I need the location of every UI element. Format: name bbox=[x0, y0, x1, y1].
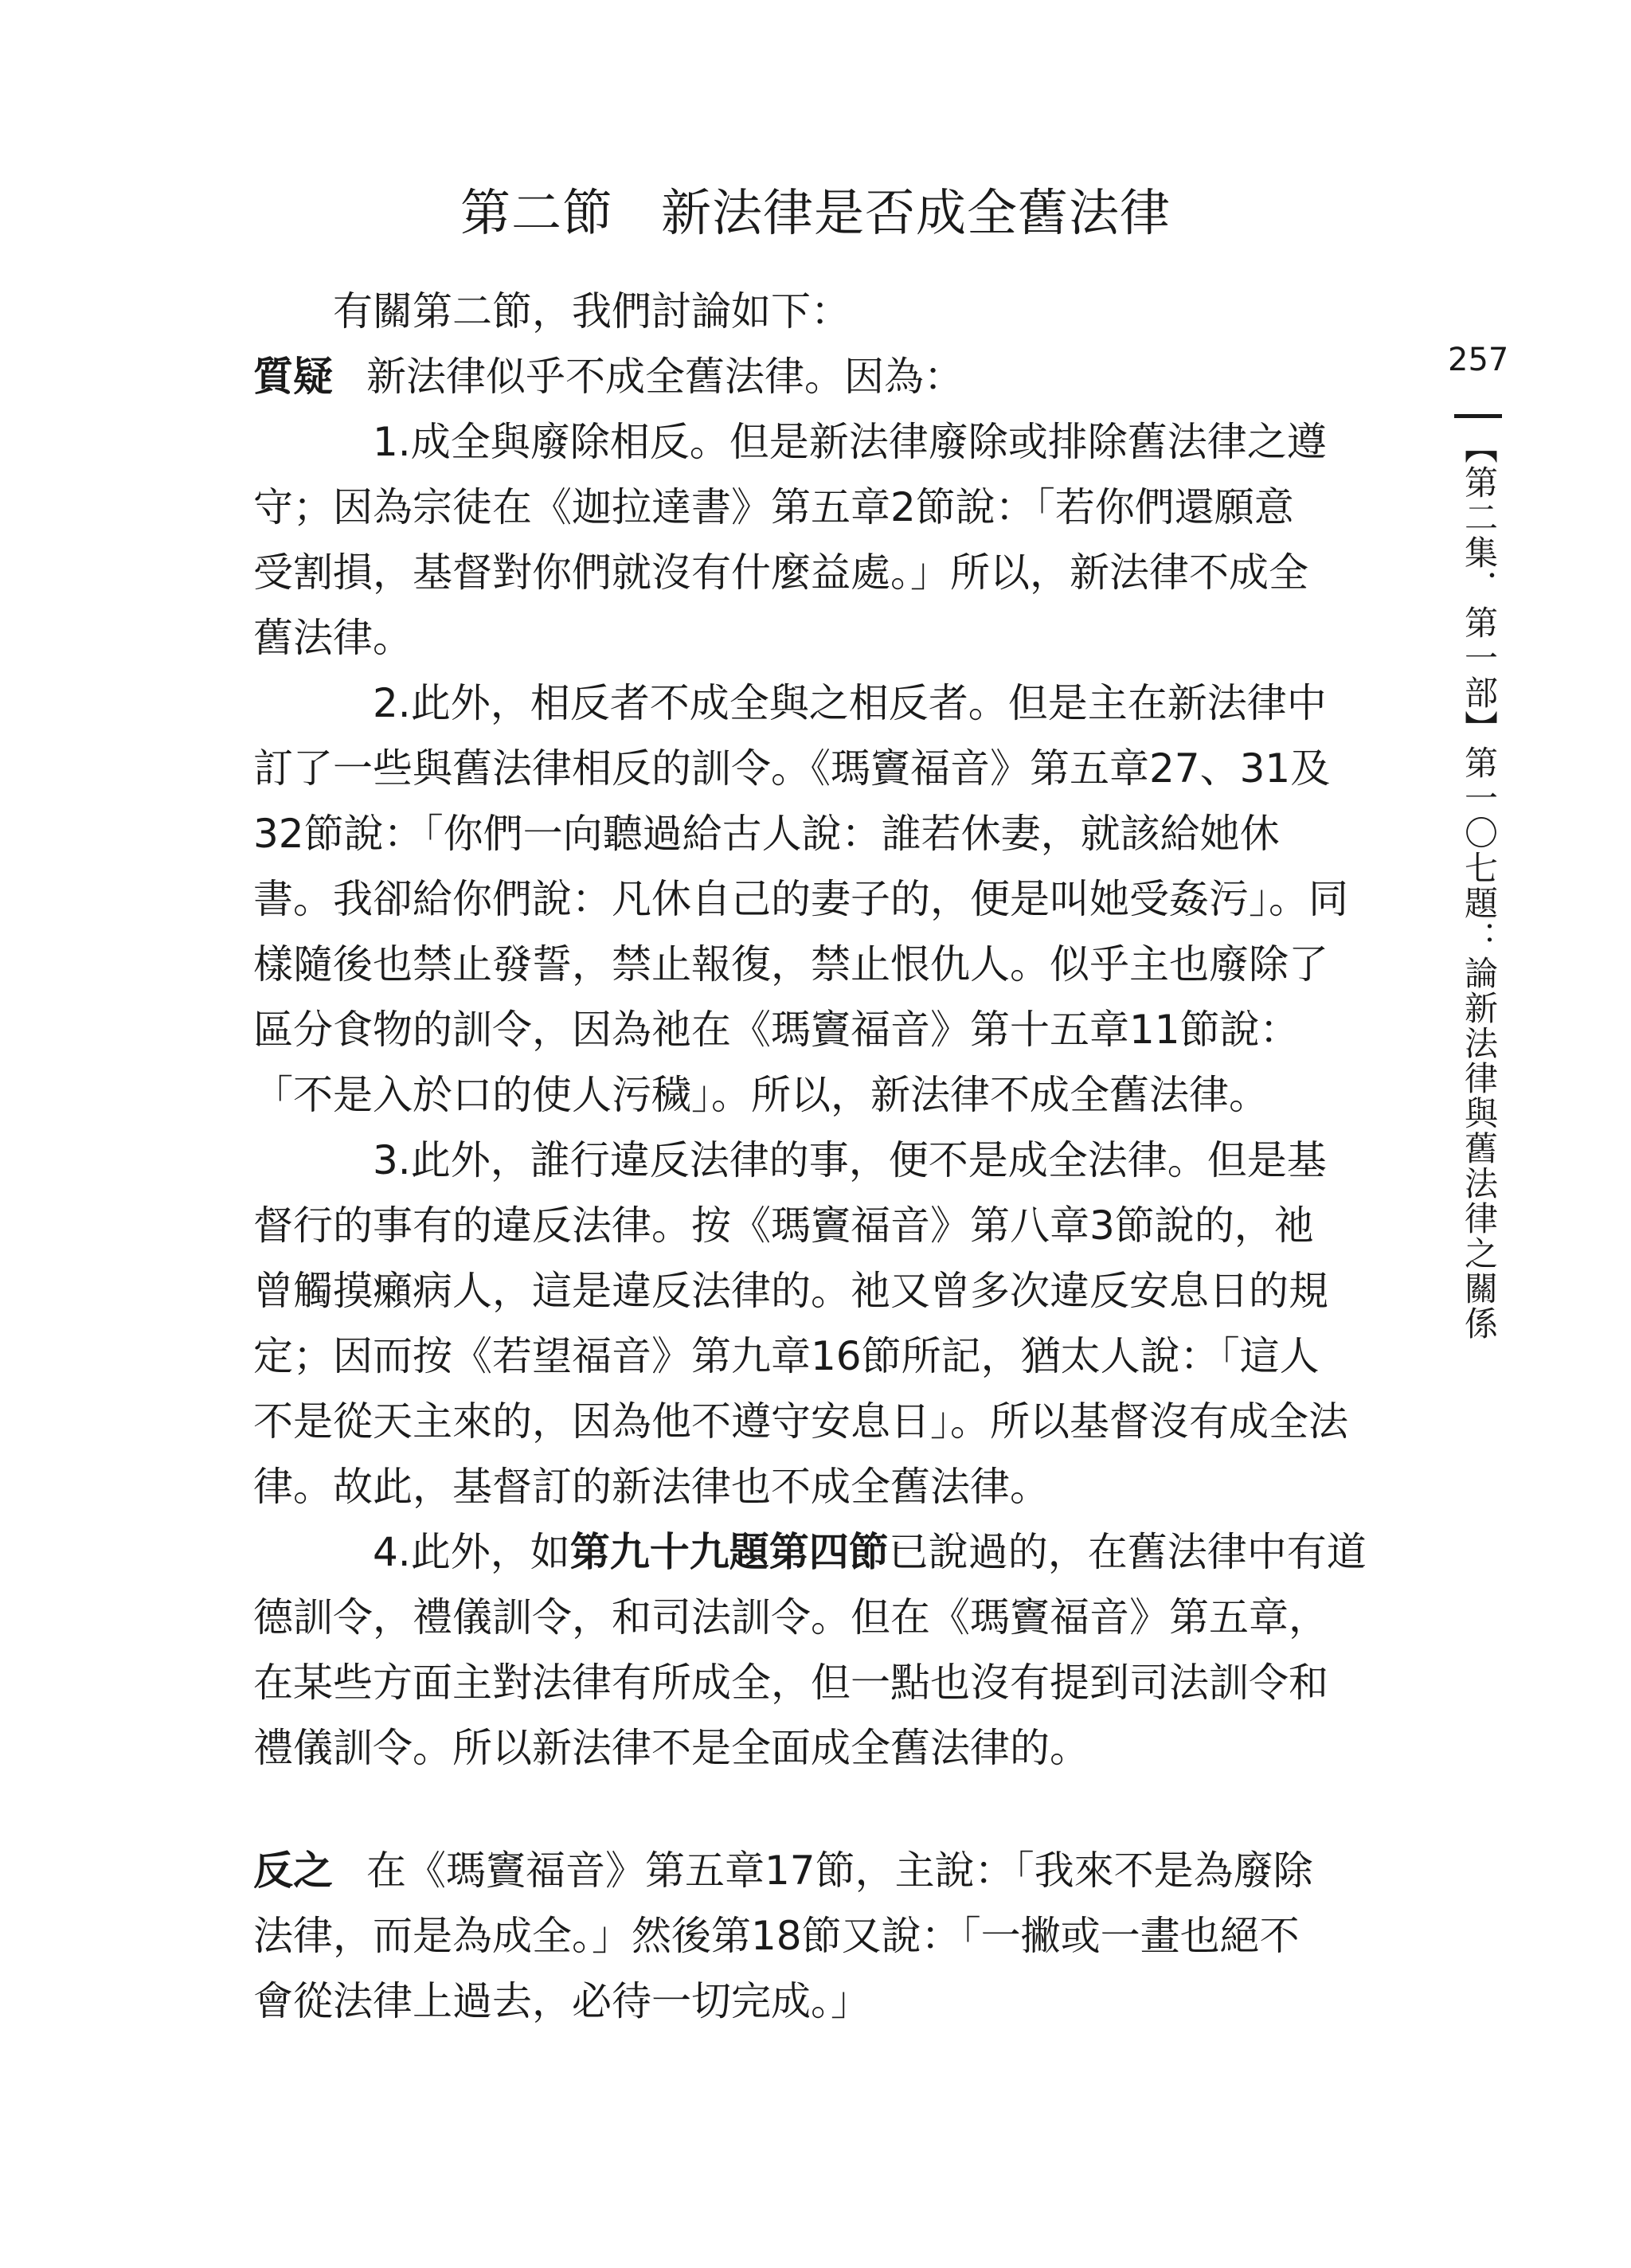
objection-2-line-6: 區分食物的訓令，因為祂在《瑪竇福音》第十五章11節說： bbox=[253, 1007, 1300, 1053]
text-run: 4.此外，如 bbox=[373, 1529, 570, 1575]
text-run: 「 bbox=[253, 1072, 293, 1118]
quotation: 我來不是為廢除 bbox=[1034, 1848, 1313, 1894]
objection-4-line-4: 禮儀訓令。所以新法律不是全面成全舊法律的。 bbox=[253, 1725, 1089, 1771]
quotation: 會從法律上過去，必待一切完成。 bbox=[253, 1978, 831, 2024]
objection-lead: 新法律似乎不成全舊法律。因為： bbox=[366, 354, 964, 400]
objection-3-line-3: 曾觸摸癩病人，這是違反法律的。祂又曾多次違反安息日的規 bbox=[253, 1268, 1328, 1314]
section-title bbox=[0, 184, 1631, 242]
quotation: 一撇或一畫也絕不 bbox=[980, 1913, 1300, 1959]
text-run: 定；因而按《若望福音》第九章16節所記，猶太人說：「 bbox=[253, 1333, 1240, 1379]
quotation: 這人 bbox=[1239, 1333, 1320, 1379]
objection-1-line-2 bbox=[253, 475, 1400, 540]
quotation: 若你們還願意 bbox=[1054, 484, 1294, 530]
running-head: 【第二集．第一部】第一〇七題：論新法律與舊法律之關係 bbox=[1460, 430, 1499, 1341]
objection-3-line-5 bbox=[253, 1389, 1400, 1454]
text-run: 」。所以基督沒有成全法 bbox=[930, 1398, 1348, 1445]
text-run: 32節說：「 bbox=[253, 811, 444, 857]
text-run: 」。所以，新法律不成全舊法律。 bbox=[691, 1072, 1269, 1118]
text-run: 」然後第18節又說：「 bbox=[592, 1913, 981, 1959]
page-number: 257 bbox=[1448, 342, 1509, 378]
objection-4-line-3: 在某些方面主對法律有所成全，但一點也沒有提到司法訓令和 bbox=[253, 1660, 1328, 1706]
objection-4-line-2: 德訓令，禮儀訓令，和司法訓令。但在《瑪竇福音》第五章， bbox=[253, 1594, 1328, 1640]
sed-contra-line-2 bbox=[253, 1903, 1400, 1969]
paragraph-spacer bbox=[253, 1781, 1400, 1838]
objection-line bbox=[253, 344, 1400, 409]
text-run: 」。同 bbox=[1249, 876, 1348, 922]
objection-4-line-1 bbox=[253, 1519, 1400, 1585]
cross-reference: 第九十九題第四節 bbox=[569, 1529, 889, 1575]
objection-1-line-1: 1.成全與廢除相反。但是新法律廢除或排除舊法律之遵 bbox=[373, 419, 1327, 465]
text-run: 」 bbox=[831, 1978, 870, 2024]
objection-1-line-4: 舊法律。 bbox=[253, 615, 413, 661]
quotation: 書。我卻給你們說：凡休自己的妻子的，便是叫她受姦污 bbox=[253, 876, 1249, 922]
quotation: 你們一向聽過給古人說：誰若休妻，就該給她休 bbox=[443, 811, 1280, 857]
objection-2-line-3 bbox=[253, 801, 1400, 866]
objection-2-line-4 bbox=[253, 866, 1400, 932]
section-number: 第二節 bbox=[460, 184, 613, 242]
text-run: 守；因為宗徒在《迦拉達書》第五章2節說：「 bbox=[253, 484, 1055, 530]
objection-3-line-6: 律。故此，基督訂的新法律也不成全舊法律。 bbox=[253, 1464, 1050, 1510]
section-heading: 新法律是否成全舊法律 bbox=[661, 184, 1171, 242]
sed-contra-line-1 bbox=[253, 1838, 1400, 1903]
objection-2-line-7 bbox=[253, 1062, 1400, 1128]
intro-line: 有關第二節，我們討論如下： bbox=[333, 288, 851, 334]
quotation: 不是從天主來的，因為他不遵守安息日 bbox=[253, 1398, 930, 1445]
sed-contra-line-3 bbox=[253, 1969, 1400, 2034]
text-run: 在《瑪竇福音》第五章17節，主說：「 bbox=[366, 1848, 1035, 1894]
objection-3-line-1: 3.此外，誰行違反法律的事，便不是成全法律。但是基 bbox=[373, 1137, 1327, 1183]
objection-2-line-5: 樣隨後也禁止發誓，禁止報復，禁止恨仇人。似乎主也廢除了 bbox=[253, 941, 1328, 987]
quotation: 不是入於口的使人污穢 bbox=[293, 1072, 691, 1118]
objection-3-line-2: 督行的事有的違反法律。按《瑪竇福音》第八章3節說的，祂 bbox=[253, 1202, 1314, 1249]
body-text bbox=[253, 279, 1400, 2034]
objection-1-line-3 bbox=[253, 540, 1400, 605]
text-run: 已說過的，在舊法律中有道 bbox=[888, 1529, 1367, 1575]
quotation: 受割損，基督對你們就沒有什麼益處。 bbox=[253, 549, 910, 596]
text-run: 」所以，新法律不成全 bbox=[910, 549, 1308, 596]
objection-3-line-4 bbox=[253, 1324, 1400, 1389]
objection-tag: 質疑 bbox=[253, 354, 333, 400]
objection-2-line-2: 訂了一些與舊法律相反的訓令。《瑪竇福音》第五章27、31及 bbox=[253, 745, 1331, 792]
running-head-rule bbox=[1454, 414, 1502, 418]
sed-contra-tag: 反之 bbox=[253, 1848, 333, 1894]
quotation: 法律，而是為成全。 bbox=[253, 1913, 592, 1959]
objection-2-line-1: 2.此外，相反者不成全與之相反者。但是主在新法律中 bbox=[373, 680, 1327, 726]
